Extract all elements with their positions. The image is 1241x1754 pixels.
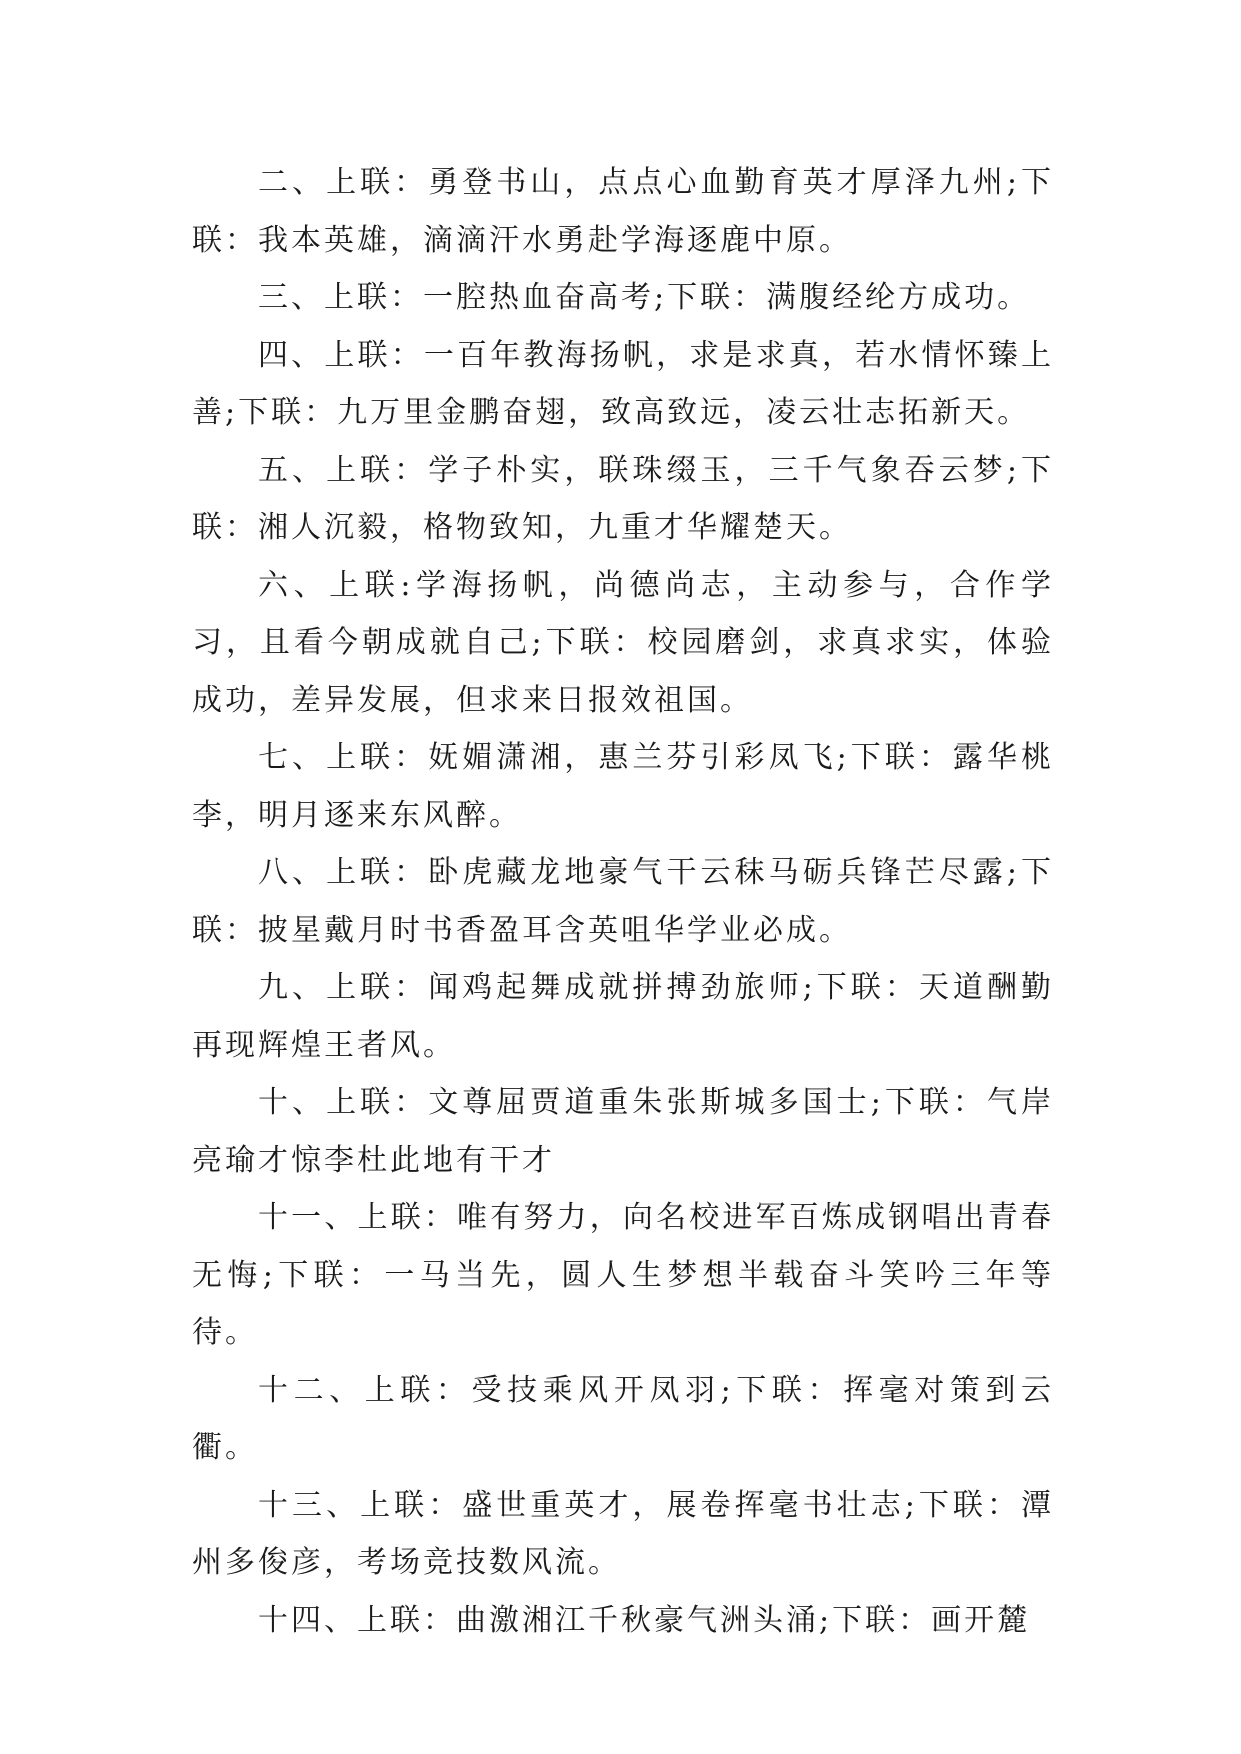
- couplet-paragraph-7: 七、上联：妩媚潇湘，惠兰芬引彩凤飞;下联：露华桃李，明月逐来东风醉。: [192, 740, 1054, 833]
- document-body: [192, 154, 1054, 1649]
- couplet-paragraph-2: 二、上联：勇登书山，点点心血勤育英才厚泽九州;下联：我本英雄，滴滴汗水勇赴学海逐鹿中原。: [192, 165, 1054, 258]
- couplet-paragraph-3: 三、上联：一腔热血奋高考;下联：满腹经纶方成功。: [258, 280, 1031, 315]
- couplet-paragraph-12: 十二、上联：受技乘风开凤羽;下联：挥毫对策到云衢。: [192, 1372, 1054, 1465]
- couplet-paragraph-6: 六、上联:学海扬帆，尚德尚志，主动参与，合作学习，且看今朝成就自己;下联：校园磨剑，求真求实，体验成功，差异发展，但求来日报效祖国。: [192, 567, 1054, 718]
- couplet-paragraph-4: 四、上联：一百年教海扬帆，求是求真，若水情怀臻上善;下联：九万里金鹏奋翅，致高致远，凌云壮志拓新天。: [192, 337, 1054, 430]
- couplet-paragraph-10: 十、上联：文尊屈贾道重朱张斯城多国士;下联：气岸亮瑜才惊李杜此地有干才: [192, 1085, 1054, 1178]
- couplet-paragraph-11: 十一、上联：唯有努力，向名校进军百炼成钢唱出青春无悔;下联：一马当先，圆人生梦想半载奋斗笑吟三年等待。: [192, 1200, 1054, 1350]
- couplet-paragraph-5: 五、上联：学子朴实，联珠缀玉，三千气象吞云梦;下联：湘人沉毅，格物致知，九重才华耀楚天。: [192, 452, 1054, 545]
- couplet-paragraph-8: 八、上联：卧虎藏龙地豪气干云秣马砺兵锋芒尽露;下联：披星戴月时书香盈耳含英咀华学业必成。: [192, 855, 1054, 948]
- couplet-paragraph-13: 十三、上联：盛世重英才，展卷挥毫书壮志;下联：潭州多俊彦，考场竞技数风流。: [192, 1487, 1054, 1580]
- couplet-paragraph-9: 九、上联：闻鸡起舞成就拼搏劲旅师;下联：天道酬勤再现辉煌王者风。: [192, 970, 1054, 1063]
- couplet-paragraph-14: 十四、上联：曲激湘江千秋豪气洲头涌;下联：画开麓: [258, 1602, 1031, 1638]
